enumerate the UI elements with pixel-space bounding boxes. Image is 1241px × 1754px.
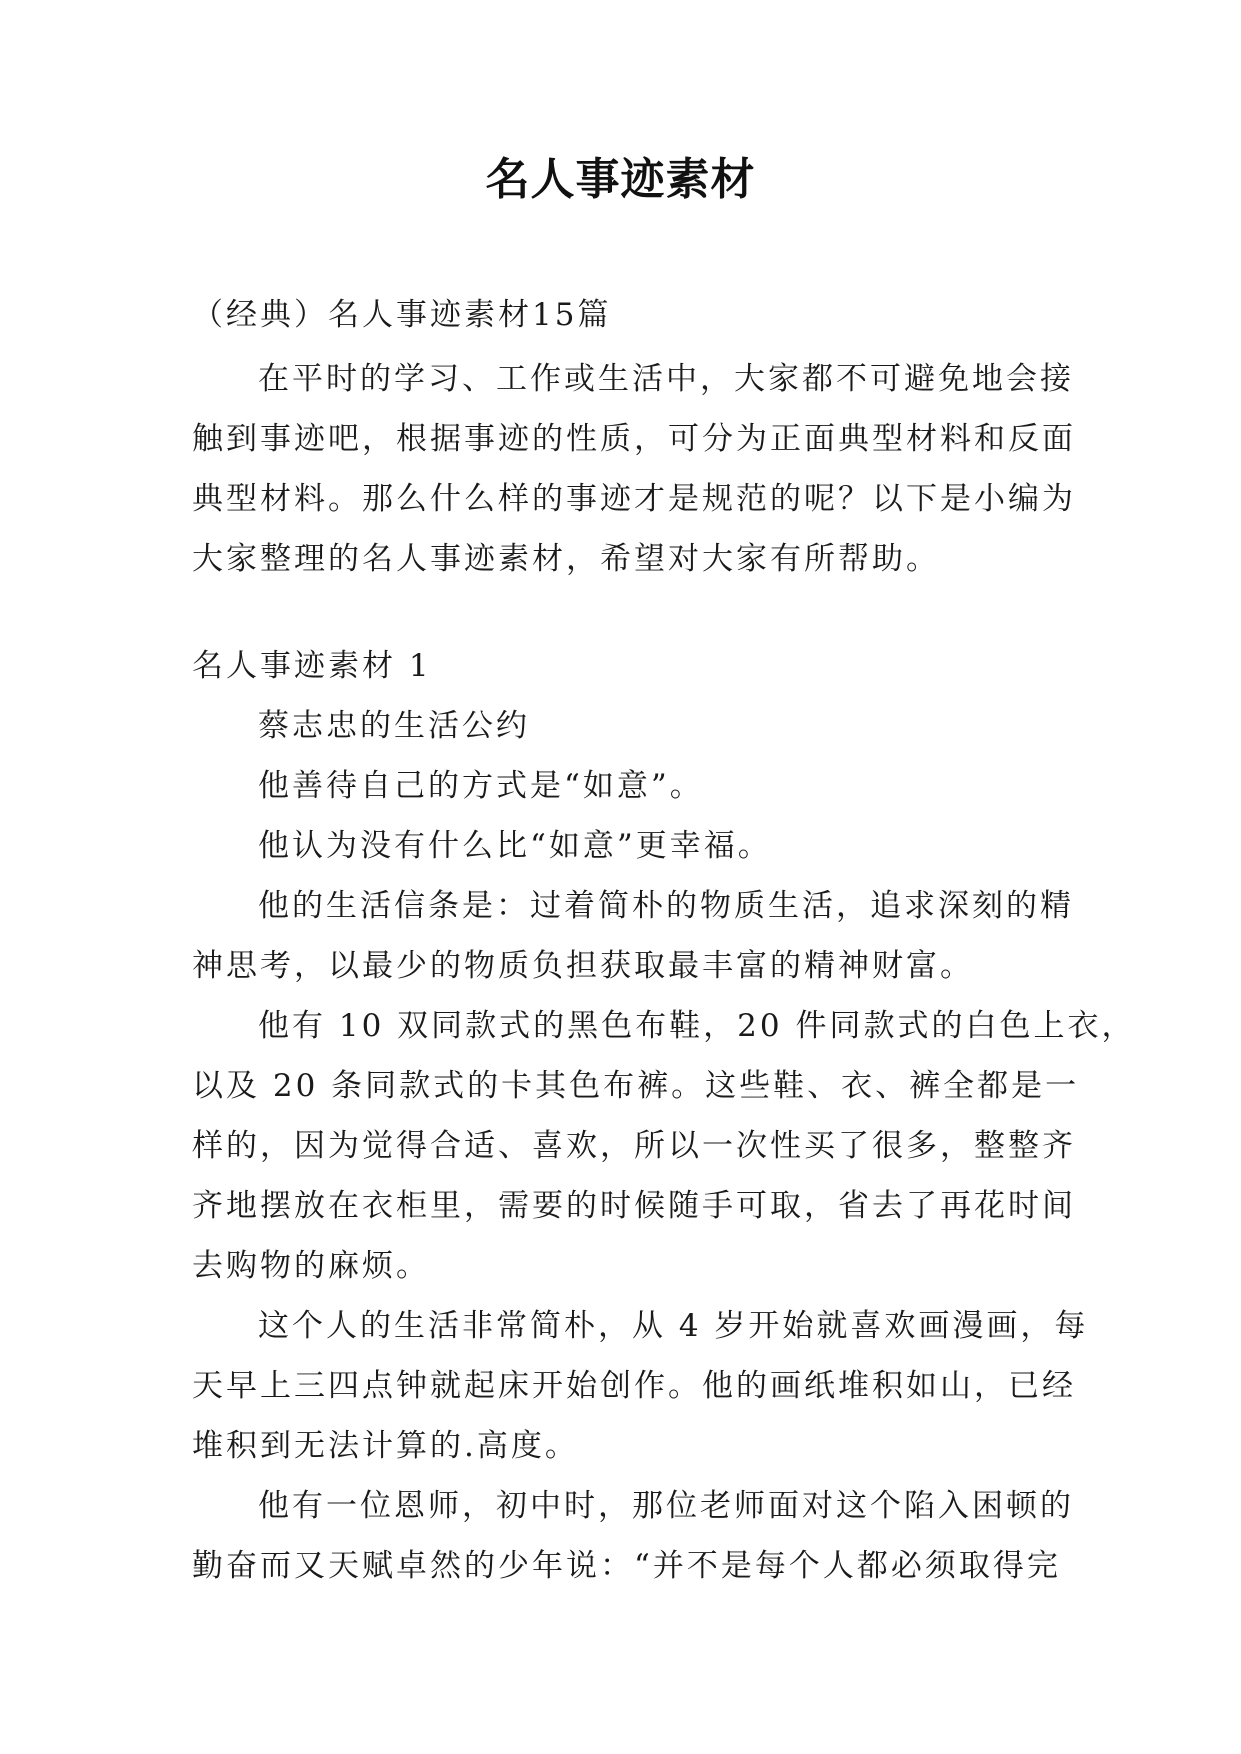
section-heading: 名人事迹素材 1 [192, 648, 432, 684]
section-line: 以及 20 条同款式的卡其色布裤。这些鞋、衣、裤全都是一 [192, 1068, 1080, 1104]
section-line: 他有一位恩师，初中时，那位老师面对这个陷入困顿的 [258, 1488, 1074, 1524]
section-line: 他有 10 双同款式的黑色布鞋，20 件同款式的白色上衣， [258, 1008, 1136, 1044]
section-line: 他的生活信条是：过着简朴的物质生活，追求深刻的精 [258, 888, 1074, 924]
section-line: 蔡志忠的生活公约 [258, 708, 530, 744]
section-line: 他认为没有什么比“如意”更幸福。 [258, 828, 772, 864]
intro-line: 大家整理的名人事迹素材，希望对大家有所帮助。 [192, 541, 940, 577]
intro-line: 触到事迹吧，根据事迹的性质，可分为正面典型材料和反面 [192, 421, 1076, 457]
section-line: 堆积到无法计算的.高度。 [192, 1428, 579, 1464]
intro-line: 典型材料。那么什么样的事迹才是规范的呢？以下是小编为 [192, 481, 1076, 517]
section-line: 天早上三四点钟就起床开始创作。他的画纸堆积如山，已经 [192, 1368, 1076, 1404]
document-title: 名人事迹素材 [485, 154, 756, 205]
section-line: 样的，因为觉得合适、喜欢，所以一次性买了很多，整整齐 [192, 1128, 1076, 1164]
section-line: 齐地摆放在衣柜里，需要的时候随手可取，省去了再花时间 [192, 1188, 1076, 1224]
intro-line: 在平时的学习、工作或生活中，大家都不可避免地会接 [258, 361, 1074, 397]
section-line: 神思考，以最少的物质负担获取最丰富的精神财富。 [192, 948, 974, 984]
section-line: 去购物的麻烦。 [192, 1248, 430, 1284]
section-line: 这个人的生活非常简朴，从 4 岁开始就喜欢画漫画，每 [258, 1308, 1089, 1344]
section-line: 他善待自己的方式是“如意”。 [258, 768, 704, 804]
section-line: 勤奋而又天赋卓然的少年说：“并不是每个人都必须取得完 [192, 1548, 1061, 1584]
document-subtitle: （经典）名人事迹素材15篇 [192, 297, 612, 333]
